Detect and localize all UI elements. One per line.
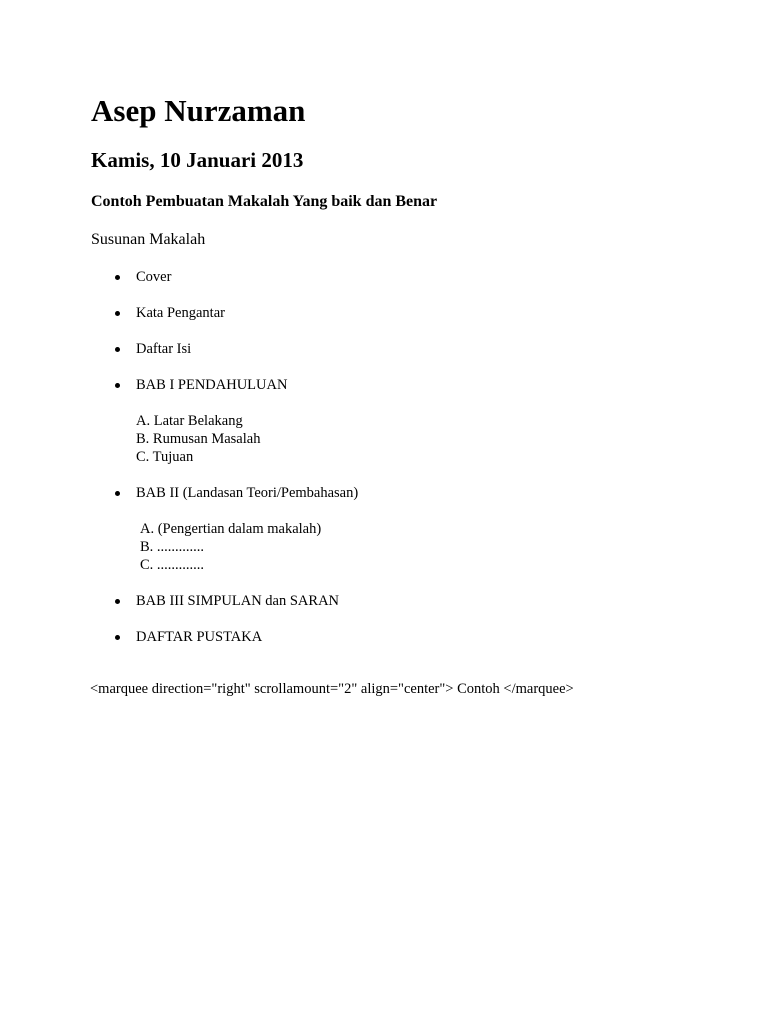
outline-subitem: C. Tujuan bbox=[136, 449, 194, 465]
outline-item-kata-pengantar bbox=[136, 304, 225, 322]
bullet-icon bbox=[115, 491, 120, 496]
outline-subitem: A. Latar Belakang bbox=[136, 413, 243, 429]
post-date: Kamis, 10 Januari 2013 bbox=[91, 148, 304, 172]
outline-subitem: A. (Pengertian dalam makalah) bbox=[140, 521, 322, 537]
blog-title: Asep Nurzaman bbox=[91, 93, 306, 128]
outline-item-label: BAB III SIMPULAN dan SARAN bbox=[136, 593, 340, 609]
outline-item-bab-2 bbox=[136, 484, 358, 502]
bullet-icon bbox=[115, 383, 120, 388]
bullet-icon bbox=[115, 347, 120, 352]
outline-item-label: Kata Pengantar bbox=[136, 305, 225, 321]
outline-item-bab-1 bbox=[136, 376, 287, 394]
outline-item-label: BAB I PENDAHULUAN bbox=[136, 377, 288, 393]
marquee-code-text: <marquee direction="right" scrollamount="2" align="center"> Contoh </marquee> bbox=[90, 681, 574, 697]
outline-subitem: B. ............. bbox=[140, 539, 205, 555]
outline-item-label: BAB II (Landasan Teori/Pembahasan) bbox=[136, 485, 359, 501]
outline-item-daftar-isi bbox=[136, 340, 191, 358]
outline-item-label: Cover bbox=[136, 269, 172, 285]
outline-subitem: B. Rumusan Masalah bbox=[136, 431, 261, 447]
outline-item-cover bbox=[136, 268, 171, 286]
outline-item-label: DAFTAR PUSTAKA bbox=[136, 629, 263, 645]
post-title: Contoh Pembuatan Makalah Yang baik dan Benar bbox=[91, 193, 438, 210]
bullet-icon bbox=[115, 599, 120, 604]
bullet-icon bbox=[115, 311, 120, 316]
outline-item-label: Daftar Isi bbox=[136, 341, 192, 357]
outline-item-bab-3 bbox=[136, 592, 339, 610]
bullet-icon bbox=[115, 635, 120, 640]
outline-item-daftar-pustaka bbox=[136, 628, 262, 646]
bullet-icon bbox=[115, 275, 120, 280]
outline-subitem: C. ............. bbox=[140, 557, 205, 573]
section-label: Susunan Makalah bbox=[91, 231, 206, 248]
